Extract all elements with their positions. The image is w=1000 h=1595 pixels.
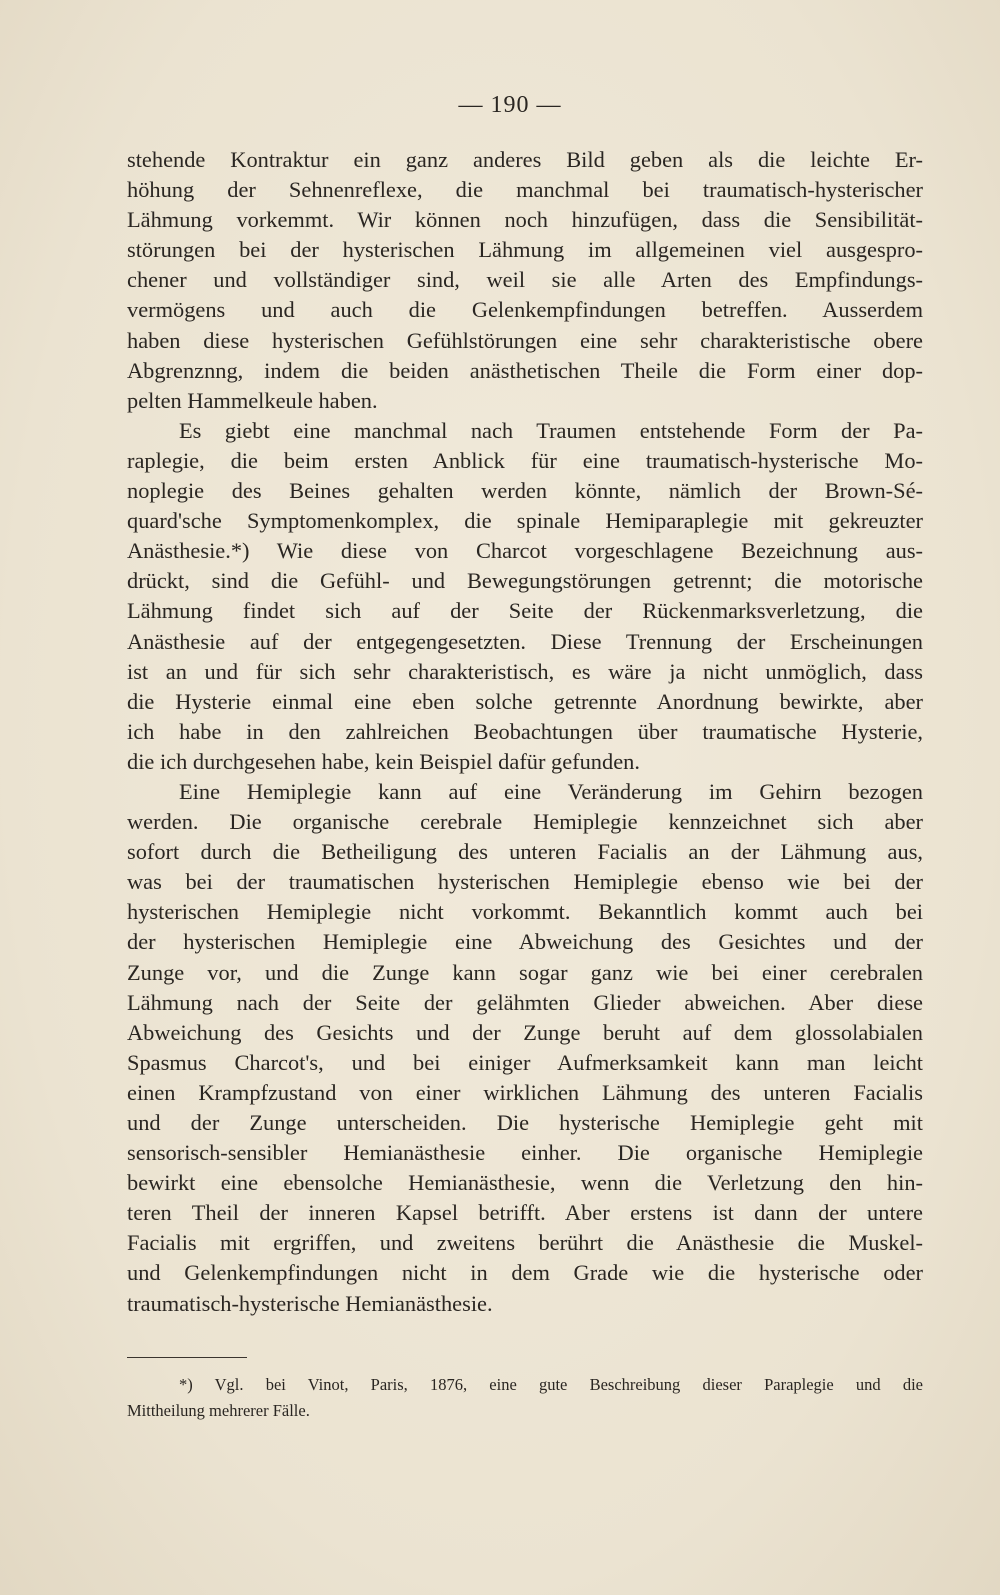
text-line: Spasmus Charcot's, und bei einiger Aufmerksamkeit kann man leicht: [127, 1049, 923, 1075]
text-line: Abgrenznng, indem die beiden anästhetischen Theile die Form einer dop-: [127, 357, 923, 383]
text-line: und der Zunge unterscheiden. Die hysterische Hemiplegie geht mit: [127, 1110, 923, 1135]
text-line: bewirkt eine ebensolche Hemianästhesie, wenn die Verletzung den hin-: [127, 1170, 923, 1196]
footnote-line: Mittheilung mehrerer Fälle.: [127, 1401, 310, 1420]
text-line: und Gelenkempfindungen nicht in dem Grade wie die hysterische oder: [127, 1260, 923, 1286]
text-line: Lähmung findet sich auf der Seite der Rückenmarksverletzung, die: [127, 598, 923, 624]
text-line: sensorisch-sensibler Hemianästhesie einher. Die organische Hemiplegie: [127, 1140, 923, 1166]
text-line: die Hysterie einmal eine eben solche getrennte Anordnung bewirkte, aber: [127, 688, 923, 714]
text-line: raplegie, die beim ersten Anblick für eine traumatisch-hysterische Mo-: [127, 447, 923, 473]
text-line: haben diese hysterischen Gefühlstörungen eine sehr charakteristische obere: [127, 327, 923, 353]
text-line: Lähmung nach der Seite der gelähmten Glieder abweichen. Aber diese: [127, 989, 923, 1015]
text-line: traumatisch-hysterische Hemianästhesie.: [127, 1290, 493, 1316]
text-line: chener und vollständiger sind, weil sie alle Arten des Empfindungs-: [127, 267, 923, 293]
text-line: einen Krampfzustand von einer wirklichen Lähmung des unteren Facialis: [127, 1079, 923, 1105]
paragraph-1: [127, 145, 923, 416]
text-line: hysterischen Hemiplegie nicht vorkommt. Bekanntlich kommt auch bei: [127, 899, 923, 925]
text-line: pelten Hammelkeule haben.: [127, 387, 378, 413]
text-line: die ich durchgesehen habe, kein Beispiel dafür gefunden.: [127, 748, 640, 774]
text-line: vermögens und auch die Gelenkempfindungen betreffen. Ausserdem: [127, 297, 923, 323]
text-line: drückt, sind die Gefühl- und Bewegungstörungen getrennt; die motorische: [127, 568, 923, 594]
text-line: was bei der traumatischen hysterischen Hemiplegie ebenso wie bei der: [127, 869, 923, 895]
text-line: Zunge vor, und die Zunge kann sogar ganz wie bei einer cerebralen: [127, 959, 923, 985]
body-text: [127, 145, 923, 1319]
paragraph-3: [127, 777, 923, 1319]
text-line: höhung der Sehnenreflexe, die manchmal bei traumatisch-hysterischer: [127, 177, 923, 203]
page-number: — 190 —: [458, 92, 562, 118]
text-line: noplegie des Beines gehalten werden könnte, nämlich der Brown-Sé-: [127, 478, 923, 504]
footnote: [127, 1372, 923, 1424]
paragraph-2: [127, 416, 923, 777]
text-line: der hysterischen Hemiplegie eine Abweichung des Gesichtes und der: [127, 929, 923, 955]
text-line: werden. Die organische cerebrale Hemiplegie kennzeichnet sich aber: [127, 809, 923, 835]
text-line: ich habe in den zahlreichen Beobachtungen über traumatische Hysterie,: [127, 718, 923, 744]
text-line: teren Theil der inneren Kapsel betrifft. Aber erstens ist dann der untere: [127, 1200, 923, 1226]
footnote-line: *) Vgl. bei Vinot, Paris, 1876, eine gute Beschreibung dieser Paraplegie und die: [179, 1375, 923, 1394]
text-line: Lähmung vorkemmt. Wir können noch hinzufügen, dass die Sensibilität-: [127, 207, 923, 233]
text-line: stehende Kontraktur ein ganz anderes Bild geben als die leichte Er-: [127, 147, 923, 172]
footnote-divider: [127, 1357, 247, 1358]
text-line: Facialis mit ergriffen, und zweitens berührt die Anästhesie die Muskel-: [127, 1230, 923, 1256]
text-line: Es giebt eine manchmal nach Traumen entstehende Form der Pa-: [179, 417, 923, 443]
text-line: störungen bei der hysterischen Lähmung im allgemeinen viel ausgespro-: [127, 237, 923, 263]
text-line: sofort durch die Betheiligung des unteren Facialis an der Lähmung aus,: [127, 839, 923, 865]
text-line: ist an und für sich sehr charakteristisch, es wäre ja nicht unmöglich, dass: [127, 658, 923, 684]
text-line: Anästhesie.*) Wie diese von Charcot vorgeschlagene Bezeichnung aus-: [127, 538, 923, 564]
text-line: Eine Hemiplegie kann auf eine Veränderung im Gehirn bezogen: [179, 778, 923, 804]
text-line: Anästhesie auf der entgegengesetzten. Diese Trennung der Erscheinungen: [127, 628, 923, 654]
text-line: quard'sche Symptomenkomplex, die spinale Hemiparaplegie mit gekreuzter: [127, 508, 923, 534]
text-line: Abweichung des Gesichts und der Zunge beruht auf dem glossolabialen: [127, 1019, 923, 1045]
